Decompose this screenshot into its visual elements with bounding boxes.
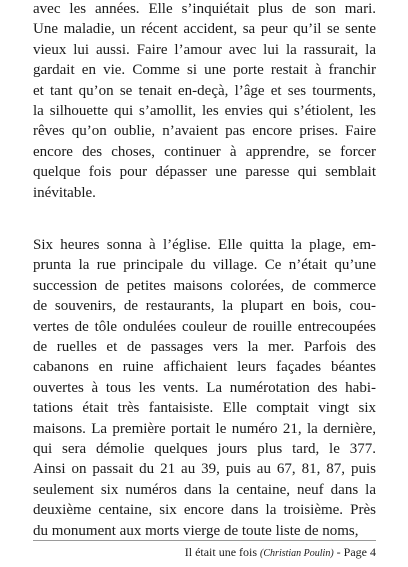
footer-author: (Christian Poulin): [260, 548, 334, 559]
text-line: et tant qu’on se tenait en-deçà, l’âge et ses tourments,: [33, 82, 376, 99]
text-line: du monument aux morts vierge de toute liste de noms,: [33, 522, 359, 539]
text-line: qui sera démolie quelques jours plus tard, le 377.: [33, 441, 376, 458]
text-line: avec les années. Elle s’inquiétait plus de son mari.: [33, 1, 376, 17]
text-line: succession de petites maisons colorées, de commerce: [33, 277, 376, 294]
text-line: vieux lui aussi. Faire l’amour avec lui la rassurait, la: [33, 41, 376, 58]
text-line: Une maladie, un récent accident, sa peur qu’il se sente: [33, 21, 376, 38]
paragraph-2: [33, 235, 376, 541]
text-line: ouvertes à tous les vents. La numérotation des habi-: [33, 379, 376, 396]
text-line: encore des choses, continuer à apprendre, se forcer: [33, 143, 376, 160]
footer-divider: [33, 540, 376, 541]
text-line: la silhouette qui s’amollit, les envies qui s’étiolent, les: [33, 103, 376, 120]
text-line: deuxième centaine, six encore dans la troisième. Près: [33, 502, 376, 519]
text-line: prunta la rue principale du village. Ce n’était qu’une: [33, 257, 376, 274]
text-line: inévitable.: [33, 184, 96, 201]
text-line: de ruelles et de passages vers la mer. Parfois des: [33, 339, 376, 356]
footer-page-number: - Page 4: [336, 545, 376, 559]
text-line: vertes de tôle ondulées couleur de rouille entrecoupées: [33, 318, 376, 335]
text-line: rêves qu’on oublie, n’avaient pas encore prises. Faire: [33, 123, 376, 140]
text-line: cabanons en ruine affichaient leurs façades béantes: [33, 359, 376, 376]
text-line: seulement six numéros dans la centaine, neuf dans la: [33, 481, 376, 498]
text-line: Six heures sonna à l’église. Elle quitta la plage, em-: [33, 237, 376, 253]
text-line: maisons. La première portait le numéro 21, la dernière,: [33, 420, 376, 437]
text-line: gardait en vie. Comme si une porte restait à franchir: [33, 62, 376, 79]
text-line: quelque fois pour dépasser une paresse qui semblait: [33, 164, 376, 181]
paragraph-1: [33, 0, 376, 203]
text-line: tations était très fantaisiste. Elle comptait vingt six: [33, 400, 376, 417]
text-line: de souvenirs, de restaurants, la plupart en bois, cou-: [33, 298, 376, 315]
page-footer: [185, 544, 376, 562]
footer-book-title: Il était une fois: [184, 545, 258, 559]
text-line: Ainsi on passait du 21 au 39, puis au 67, 81, 87, puis: [33, 461, 376, 478]
